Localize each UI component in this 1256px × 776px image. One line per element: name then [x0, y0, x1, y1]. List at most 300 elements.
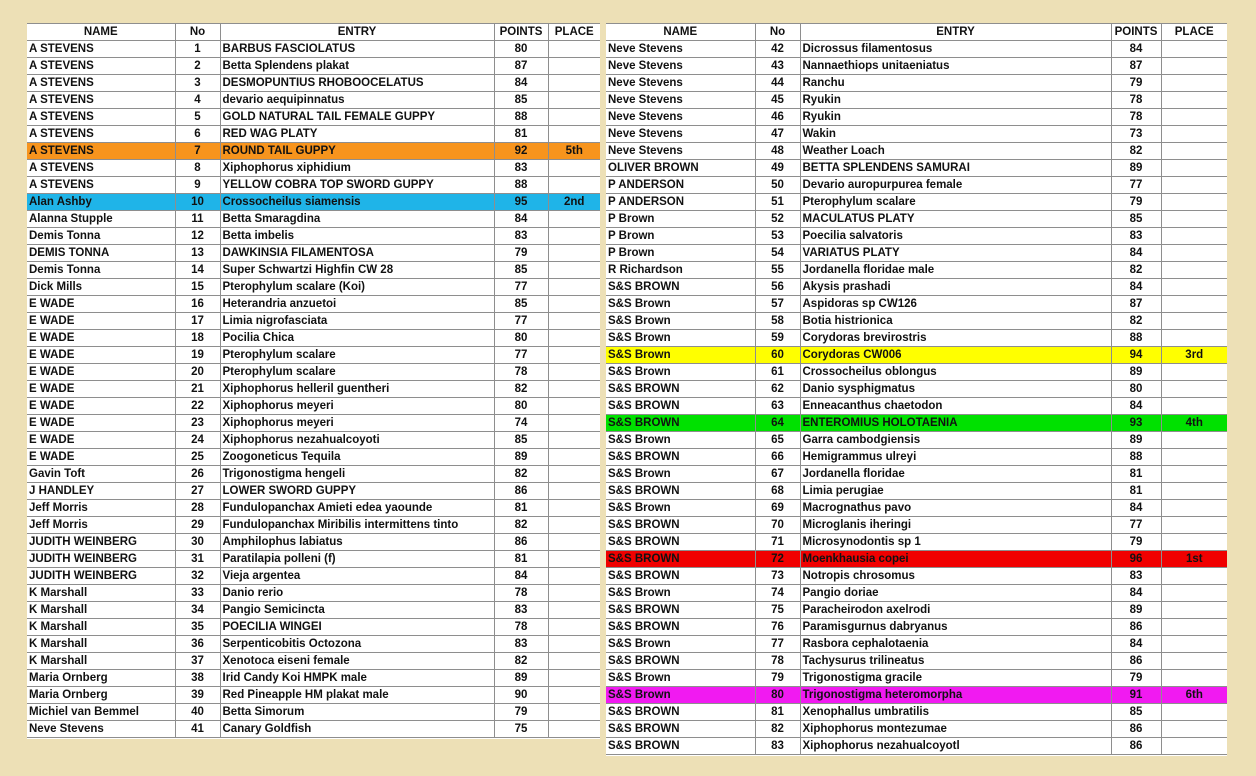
table-row [606, 296, 1227, 313]
table-row [27, 415, 600, 432]
entry-species-cell: Xiphophorus meyeri [220, 398, 494, 415]
place-cell [548, 551, 600, 568]
place-cell [548, 449, 600, 466]
points-cell: 82 [1111, 262, 1161, 279]
points-cell: 83 [494, 160, 548, 177]
entry-number-cell: 11 [175, 211, 220, 228]
place-cell [548, 58, 600, 75]
points-cell: 85 [494, 432, 548, 449]
entrant-name-cell: S&S BROWN [606, 398, 755, 415]
entrant-name-cell: A STEVENS [27, 75, 175, 92]
place-cell [548, 228, 600, 245]
table-row [606, 364, 1227, 381]
points-cell: 77 [494, 313, 548, 330]
points-cell: 83 [1111, 568, 1161, 585]
entrant-name-cell: JUDITH WEINBERG [27, 551, 175, 568]
column-header-points: POINTS [494, 24, 548, 41]
table-row [27, 466, 600, 483]
entrant-name-cell: Neve Stevens [606, 92, 755, 109]
table-row [27, 704, 600, 721]
entry-number-cell: 13 [175, 245, 220, 262]
results-body-left [27, 41, 600, 738]
place-cell [1161, 398, 1227, 415]
table-row [606, 704, 1227, 721]
points-cell: 75 [494, 721, 548, 738]
place-cell [548, 721, 600, 738]
entry-species-cell: devario aequipinnatus [220, 92, 494, 109]
placed-entry-row [606, 551, 1227, 568]
place-cell [1161, 177, 1227, 194]
entry-number-cell: 71 [755, 534, 800, 551]
points-cell: 87 [1111, 296, 1161, 313]
points-cell: 86 [494, 534, 548, 551]
entry-number-cell: 12 [175, 228, 220, 245]
entrant-name-cell: S&S BROWN [606, 738, 755, 755]
place-cell [548, 245, 600, 262]
points-cell: 84 [1111, 500, 1161, 517]
points-cell: 88 [494, 109, 548, 126]
place-cell [1161, 364, 1227, 381]
entry-number-cell: 36 [175, 636, 220, 653]
place-cell [548, 41, 600, 58]
entry-number-cell: 27 [175, 483, 220, 500]
place-cell [548, 381, 600, 398]
place-cell [1161, 58, 1227, 75]
entrant-name-cell: S&S Brown [606, 432, 755, 449]
entry-number-cell: 30 [175, 534, 220, 551]
entry-number-cell: 37 [175, 653, 220, 670]
place-cell [1161, 585, 1227, 602]
entrant-name-cell: K Marshall [27, 636, 175, 653]
table-row [606, 262, 1227, 279]
entry-number-cell: 50 [755, 177, 800, 194]
entrant-name-cell: Demis Tonna [27, 228, 175, 245]
table-row [27, 449, 600, 466]
entrant-name-cell: A STEVENS [27, 177, 175, 194]
entry-species-cell: Xenophallus umbratilis [800, 704, 1111, 721]
entry-species-cell: Devario auropurpurea female [800, 177, 1111, 194]
entry-number-cell: 34 [175, 602, 220, 619]
table-row [27, 517, 600, 534]
entrant-name-cell: P Brown [606, 211, 755, 228]
table-row [27, 534, 600, 551]
place-cell [548, 415, 600, 432]
place-cell [548, 517, 600, 534]
entry-number-cell: 76 [755, 619, 800, 636]
entry-species-cell: Enneacanthus chaetodon [800, 398, 1111, 415]
points-cell: 74 [494, 415, 548, 432]
points-cell: 88 [1111, 449, 1161, 466]
entry-species-cell: DESMOPUNTIUS RHOBOOCELATUS [220, 75, 494, 92]
entry-species-cell: Betta imbelis [220, 228, 494, 245]
entry-species-cell: Microsynodontis sp 1 [800, 534, 1111, 551]
place-cell [548, 211, 600, 228]
entrant-name-cell: E WADE [27, 364, 175, 381]
entry-number-cell: 80 [755, 687, 800, 704]
entrant-name-cell: A STEVENS [27, 92, 175, 109]
points-cell: 78 [494, 619, 548, 636]
entrant-name-cell: OLIVER BROWN [606, 160, 755, 177]
entry-number-cell: 1 [175, 41, 220, 58]
entrant-name-cell: Neve Stevens [606, 58, 755, 75]
place-cell [1161, 653, 1227, 670]
entry-number-cell: 45 [755, 92, 800, 109]
table-row [27, 75, 600, 92]
entry-number-cell: 81 [755, 704, 800, 721]
entrant-name-cell: Dick Mills [27, 279, 175, 296]
entry-species-cell: LOWER SWORD GUPPY [220, 483, 494, 500]
entry-number-cell: 38 [175, 670, 220, 687]
points-cell: 88 [1111, 330, 1161, 347]
entrant-name-cell: P Brown [606, 228, 755, 245]
table-row [27, 245, 600, 262]
entrant-name-cell: S&S Brown [606, 585, 755, 602]
results-sheet-right [606, 23, 1227, 756]
entry-number-cell: 59 [755, 330, 800, 347]
points-cell: 94 [1111, 347, 1161, 364]
entry-number-cell: 15 [175, 279, 220, 296]
entry-number-cell: 32 [175, 568, 220, 585]
table-row [27, 483, 600, 500]
place-cell [1161, 330, 1227, 347]
table-row [27, 500, 600, 517]
entry-number-cell: 60 [755, 347, 800, 364]
entry-species-cell: DAWKINSIA FILAMENTOSA [220, 245, 494, 262]
table-row [27, 228, 600, 245]
table-row [27, 313, 600, 330]
entrant-name-cell: E WADE [27, 330, 175, 347]
entrant-name-cell: A STEVENS [27, 41, 175, 58]
entry-species-cell: Moenkhausia copei [800, 551, 1111, 568]
column-header-entry: ENTRY [800, 24, 1111, 41]
points-cell: 78 [494, 364, 548, 381]
entry-number-cell: 5 [175, 109, 220, 126]
points-cell: 78 [1111, 109, 1161, 126]
points-cell: 82 [494, 653, 548, 670]
entrant-name-cell: S&S BROWN [606, 279, 755, 296]
points-cell: 73 [1111, 126, 1161, 143]
entry-species-cell: Garra cambodgiensis [800, 432, 1111, 449]
entry-species-cell: Vieja argentea [220, 568, 494, 585]
points-cell: 89 [1111, 602, 1161, 619]
entry-species-cell: Heterandria anzuetoi [220, 296, 494, 313]
place-cell [548, 347, 600, 364]
entry-number-cell: 49 [755, 160, 800, 177]
entry-number-cell: 23 [175, 415, 220, 432]
place-cell [548, 653, 600, 670]
place-cell [1161, 619, 1227, 636]
column-header-no: No [175, 24, 220, 41]
table-row [606, 160, 1227, 177]
entry-species-cell: Amphilophus labiatus [220, 534, 494, 551]
entry-number-cell: 55 [755, 262, 800, 279]
table-row [27, 41, 600, 58]
entrant-name-cell: R Richardson [606, 262, 755, 279]
entrant-name-cell: A STEVENS [27, 143, 175, 160]
entry-species-cell: Trigonostigma heteromorpha [800, 687, 1111, 704]
place-cell [1161, 143, 1227, 160]
table-row [606, 449, 1227, 466]
entry-species-cell: Irid Candy Koi HMPK male [220, 670, 494, 687]
place-cell [548, 687, 600, 704]
place-cell [1161, 483, 1227, 500]
points-cell: 87 [494, 58, 548, 75]
entry-species-cell: Pterophylum scalare [800, 194, 1111, 211]
entry-species-cell: POECILIA WINGEI [220, 619, 494, 636]
table-row [606, 381, 1227, 398]
place-cell: 4th [1161, 415, 1227, 432]
results-table-right [606, 23, 1227, 755]
place-cell [1161, 534, 1227, 551]
place-cell [548, 296, 600, 313]
entrant-name-cell: S&S Brown [606, 670, 755, 687]
entry-number-cell: 65 [755, 432, 800, 449]
place-cell [548, 432, 600, 449]
points-cell: 81 [1111, 483, 1161, 500]
entry-species-cell: Limia perugiae [800, 483, 1111, 500]
entry-species-cell: Hemigrammus ulreyi [800, 449, 1111, 466]
table-row [27, 58, 600, 75]
place-cell [1161, 92, 1227, 109]
entry-number-cell: 24 [175, 432, 220, 449]
points-cell: 85 [494, 262, 548, 279]
points-cell: 81 [1111, 466, 1161, 483]
entry-number-cell: 3 [175, 75, 220, 92]
points-cell: 78 [1111, 92, 1161, 109]
entry-number-cell: 35 [175, 619, 220, 636]
points-cell: 82 [494, 381, 548, 398]
entrant-name-cell: JUDITH WEINBERG [27, 534, 175, 551]
entry-number-cell: 42 [755, 41, 800, 58]
place-cell [1161, 194, 1227, 211]
entrant-name-cell: Gavin Toft [27, 466, 175, 483]
place-cell [1161, 670, 1227, 687]
entry-number-cell: 29 [175, 517, 220, 534]
entry-species-cell: Betta Simorum [220, 704, 494, 721]
header-row [27, 24, 600, 41]
place-cell [1161, 602, 1227, 619]
table-row [27, 670, 600, 687]
points-cell: 84 [1111, 636, 1161, 653]
entry-species-cell: Danio rerio [220, 585, 494, 602]
table-row [27, 177, 600, 194]
points-cell: 83 [494, 228, 548, 245]
entrant-name-cell: S&S BROWN [606, 653, 755, 670]
table-row [606, 721, 1227, 738]
entry-species-cell: Rasbora cephalotaenia [800, 636, 1111, 653]
place-cell [1161, 432, 1227, 449]
entrant-name-cell: Maria Ornberg [27, 687, 175, 704]
table-row [606, 228, 1227, 245]
entry-number-cell: 25 [175, 449, 220, 466]
points-cell: 93 [1111, 415, 1161, 432]
points-cell: 82 [1111, 313, 1161, 330]
points-cell: 79 [1111, 534, 1161, 551]
points-cell: 79 [494, 245, 548, 262]
points-cell: 80 [494, 41, 548, 58]
column-header-name: NAME [606, 24, 755, 41]
place-cell [548, 585, 600, 602]
entry-species-cell: Danio sysphigmatus [800, 381, 1111, 398]
points-cell: 92 [494, 143, 548, 160]
entry-species-cell: Aspidoras sp CW126 [800, 296, 1111, 313]
place-cell [1161, 160, 1227, 177]
entrant-name-cell: E WADE [27, 313, 175, 330]
entry-number-cell: 31 [175, 551, 220, 568]
points-cell: 84 [1111, 41, 1161, 58]
points-cell: 83 [494, 602, 548, 619]
entry-number-cell: 19 [175, 347, 220, 364]
entry-species-cell: BARBUS FASCIOLATUS [220, 41, 494, 58]
placed-entry-row [606, 347, 1227, 364]
entry-species-cell: Weather Loach [800, 143, 1111, 160]
points-cell: 88 [494, 177, 548, 194]
entry-number-cell: 53 [755, 228, 800, 245]
table-row [606, 245, 1227, 262]
entry-number-cell: 69 [755, 500, 800, 517]
entry-species-cell: Paracheirodon axelrodi [800, 602, 1111, 619]
table-row [27, 653, 600, 670]
column-header-name: NAME [27, 24, 175, 41]
entry-species-cell: Poecilia salvatoris [800, 228, 1111, 245]
table-row [27, 364, 600, 381]
entrant-name-cell: E WADE [27, 415, 175, 432]
place-cell [548, 602, 600, 619]
entry-number-cell: 75 [755, 602, 800, 619]
entrant-name-cell: Neve Stevens [606, 143, 755, 160]
place-cell [548, 500, 600, 517]
entrant-name-cell: S&S Brown [606, 687, 755, 704]
entry-species-cell: Fundulopanchax Amieti edea yaounde [220, 500, 494, 517]
points-cell: 84 [494, 568, 548, 585]
points-cell: 89 [494, 670, 548, 687]
table-row [27, 160, 600, 177]
entrant-name-cell: P ANDERSON [606, 194, 755, 211]
place-cell [1161, 75, 1227, 92]
table-row [27, 636, 600, 653]
entrant-name-cell: Neve Stevens [606, 41, 755, 58]
table-row [606, 313, 1227, 330]
entry-species-cell: Wakin [800, 126, 1111, 143]
table-row [27, 432, 600, 449]
entry-species-cell: Xenotoca eiseni female [220, 653, 494, 670]
entry-species-cell: Xiphophorus meyeri [220, 415, 494, 432]
points-cell: 90 [494, 687, 548, 704]
entrant-name-cell: A STEVENS [27, 160, 175, 177]
place-cell [1161, 296, 1227, 313]
entrant-name-cell: S&S BROWN [606, 602, 755, 619]
place-cell [548, 109, 600, 126]
entry-species-cell: Microglanis iheringi [800, 517, 1111, 534]
entry-number-cell: 68 [755, 483, 800, 500]
points-cell: 89 [494, 449, 548, 466]
entry-number-cell: 72 [755, 551, 800, 568]
entry-species-cell: Pocilia Chica [220, 330, 494, 347]
table-row [606, 330, 1227, 347]
place-cell [548, 313, 600, 330]
entry-species-cell: Limia nigrofasciata [220, 313, 494, 330]
entry-species-cell: Crossocheilus oblongus [800, 364, 1111, 381]
table-row [606, 670, 1227, 687]
place-cell: 3rd [1161, 347, 1227, 364]
points-cell: 80 [494, 330, 548, 347]
table-row [27, 585, 600, 602]
points-cell: 80 [494, 398, 548, 415]
points-cell: 79 [1111, 194, 1161, 211]
entry-number-cell: 10 [175, 194, 220, 211]
entrant-name-cell: S&S Brown [606, 347, 755, 364]
entry-number-cell: 40 [175, 704, 220, 721]
entrant-name-cell: A STEVENS [27, 126, 175, 143]
entrant-name-cell: E WADE [27, 347, 175, 364]
place-cell: 6th [1161, 687, 1227, 704]
entry-species-cell: VARIATUS PLATY [800, 245, 1111, 262]
entry-species-cell: Crossocheilus siamensis [220, 194, 494, 211]
points-cell: 89 [1111, 160, 1161, 177]
entry-number-cell: 62 [755, 381, 800, 398]
entrant-name-cell: JUDITH WEINBERG [27, 568, 175, 585]
entry-species-cell: Pterophylum scalare [220, 347, 494, 364]
points-cell: 79 [1111, 670, 1161, 687]
entry-number-cell: 21 [175, 381, 220, 398]
table-row [606, 585, 1227, 602]
entry-number-cell: 22 [175, 398, 220, 415]
place-cell [1161, 704, 1227, 721]
entry-number-cell: 43 [755, 58, 800, 75]
place-cell [1161, 313, 1227, 330]
table-row [606, 466, 1227, 483]
entrant-name-cell: Jeff Morris [27, 517, 175, 534]
points-cell: 77 [1111, 517, 1161, 534]
entry-species-cell: Botia histrionica [800, 313, 1111, 330]
points-cell: 86 [1111, 721, 1161, 738]
points-cell: 77 [494, 279, 548, 296]
points-cell: 81 [494, 500, 548, 517]
entry-species-cell: Macrognathus pavo [800, 500, 1111, 517]
entry-species-cell: ENTEROMIUS HOLOTAENIA [800, 415, 1111, 432]
entry-species-cell: Canary Goldfish [220, 721, 494, 738]
entry-number-cell: 28 [175, 500, 220, 517]
table-row [27, 687, 600, 704]
entry-number-cell: 54 [755, 245, 800, 262]
points-cell: 83 [494, 636, 548, 653]
entrant-name-cell: E WADE [27, 398, 175, 415]
place-cell [1161, 228, 1227, 245]
entry-number-cell: 58 [755, 313, 800, 330]
entrant-name-cell: P ANDERSON [606, 177, 755, 194]
place-cell [548, 75, 600, 92]
entry-species-cell: Xiphophorus montezumae [800, 721, 1111, 738]
entrant-name-cell: A STEVENS [27, 58, 175, 75]
entry-number-cell: 9 [175, 177, 220, 194]
placed-entry-row [606, 415, 1227, 432]
column-header-no: No [755, 24, 800, 41]
points-cell: 80 [1111, 381, 1161, 398]
entry-number-cell: 51 [755, 194, 800, 211]
entry-species-cell: Fundulopanchax Miribilis intermittens tinto [220, 517, 494, 534]
entry-number-cell: 52 [755, 211, 800, 228]
entrant-name-cell: S&S BROWN [606, 483, 755, 500]
entry-species-cell: Xiphophorus helleril guentheri [220, 381, 494, 398]
place-cell [548, 704, 600, 721]
table-row [27, 347, 600, 364]
entrant-name-cell: Neve Stevens [606, 109, 755, 126]
entry-species-cell: Jordanella floridae male [800, 262, 1111, 279]
place-cell [548, 92, 600, 109]
header-row [606, 24, 1227, 41]
table-row [606, 534, 1227, 551]
table-row [606, 92, 1227, 109]
